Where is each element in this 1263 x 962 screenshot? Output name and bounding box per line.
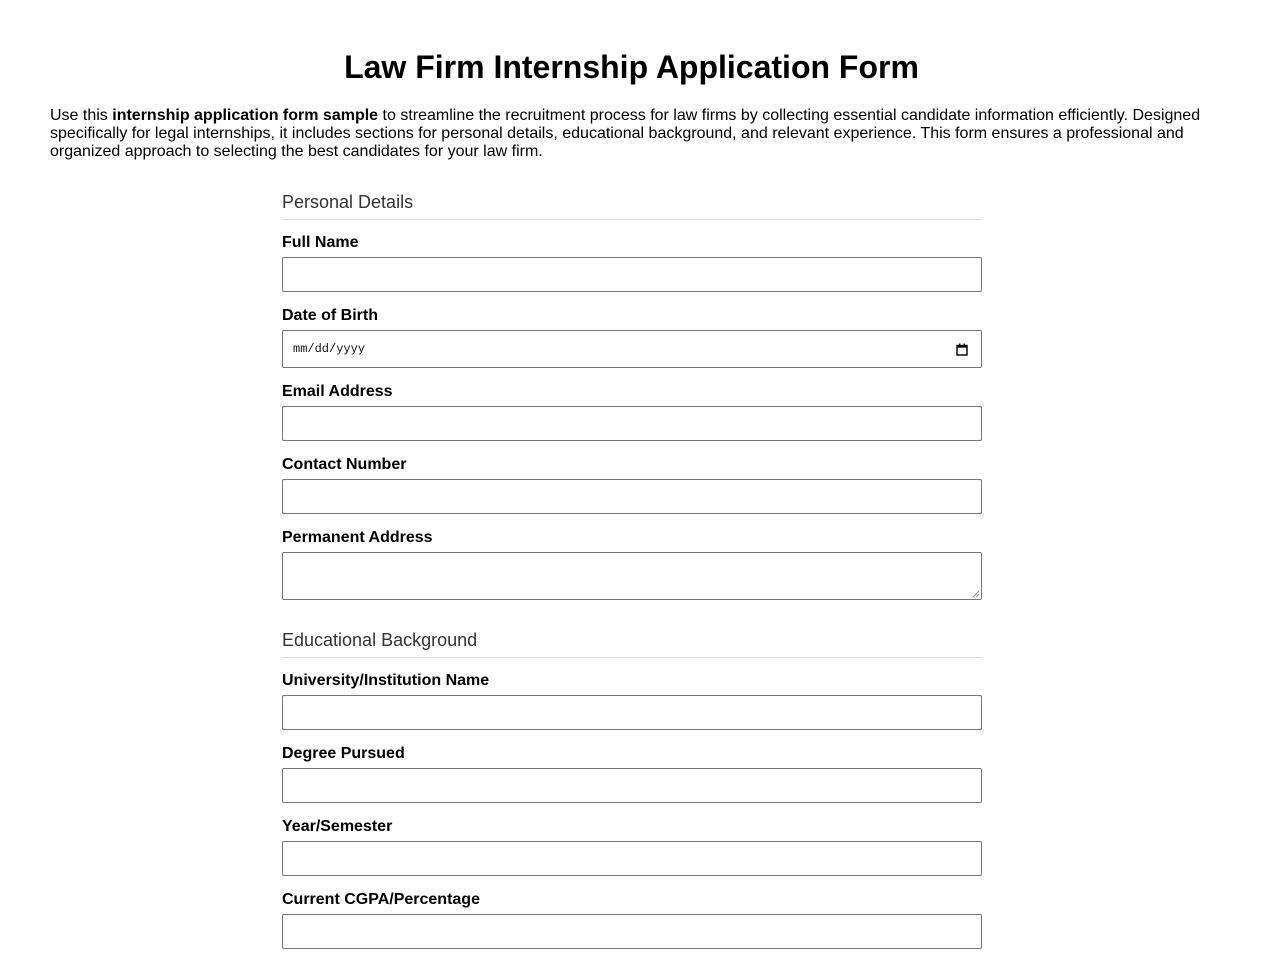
intro-prefix: Use this [50,107,113,124]
calendar-icon[interactable] [955,342,969,356]
intro-paragraph [50,107,1220,161]
email-address-label: Email Address [282,383,393,400]
contact-number-input[interactable] [282,479,982,514]
year-semester-input[interactable] [282,841,982,876]
contact-number-label: Contact Number [282,456,407,473]
university-label: University/Institution Name [282,672,490,689]
degree-pursued-input[interactable] [282,768,982,803]
date-placeholder: mm/dd/yyyy [293,342,366,356]
university-input[interactable] [282,695,982,730]
year-semester-label: Year/Semester [282,818,393,835]
date-of-birth-input[interactable] [282,330,982,368]
permanent-address-textarea[interactable] [282,552,982,600]
page-title: Law Firm Internship Application Form [344,49,919,85]
cgpa-label: Current CGPA/Percentage [282,891,480,908]
date-of-birth-label: Date of Birth [282,307,378,324]
intro-bold-link-text: internship application form sample [112,107,379,124]
resize-handle-icon[interactable] [971,589,980,598]
permanent-address-label: Permanent Address [282,529,433,546]
degree-pursued-label: Degree Pursued [282,745,405,762]
section-heading-educational-background: Educational Background [282,629,982,658]
email-address-input[interactable] [282,406,982,441]
section-heading-personal-details: Personal Details [282,191,982,220]
full-name-label: Full Name [282,234,359,251]
full-name-input[interactable] [282,257,982,292]
cgpa-input[interactable] [282,914,982,949]
intro-suffix: to streamline the recruitment process for law firms by collecting essential candidate information efficiently. Designed specifically for legal internships, it includes sections for personal details, educational background, and relevant experience. This form ensures a professional and organized approach to selecting the best candidates for your law firm. [50,107,1201,160]
